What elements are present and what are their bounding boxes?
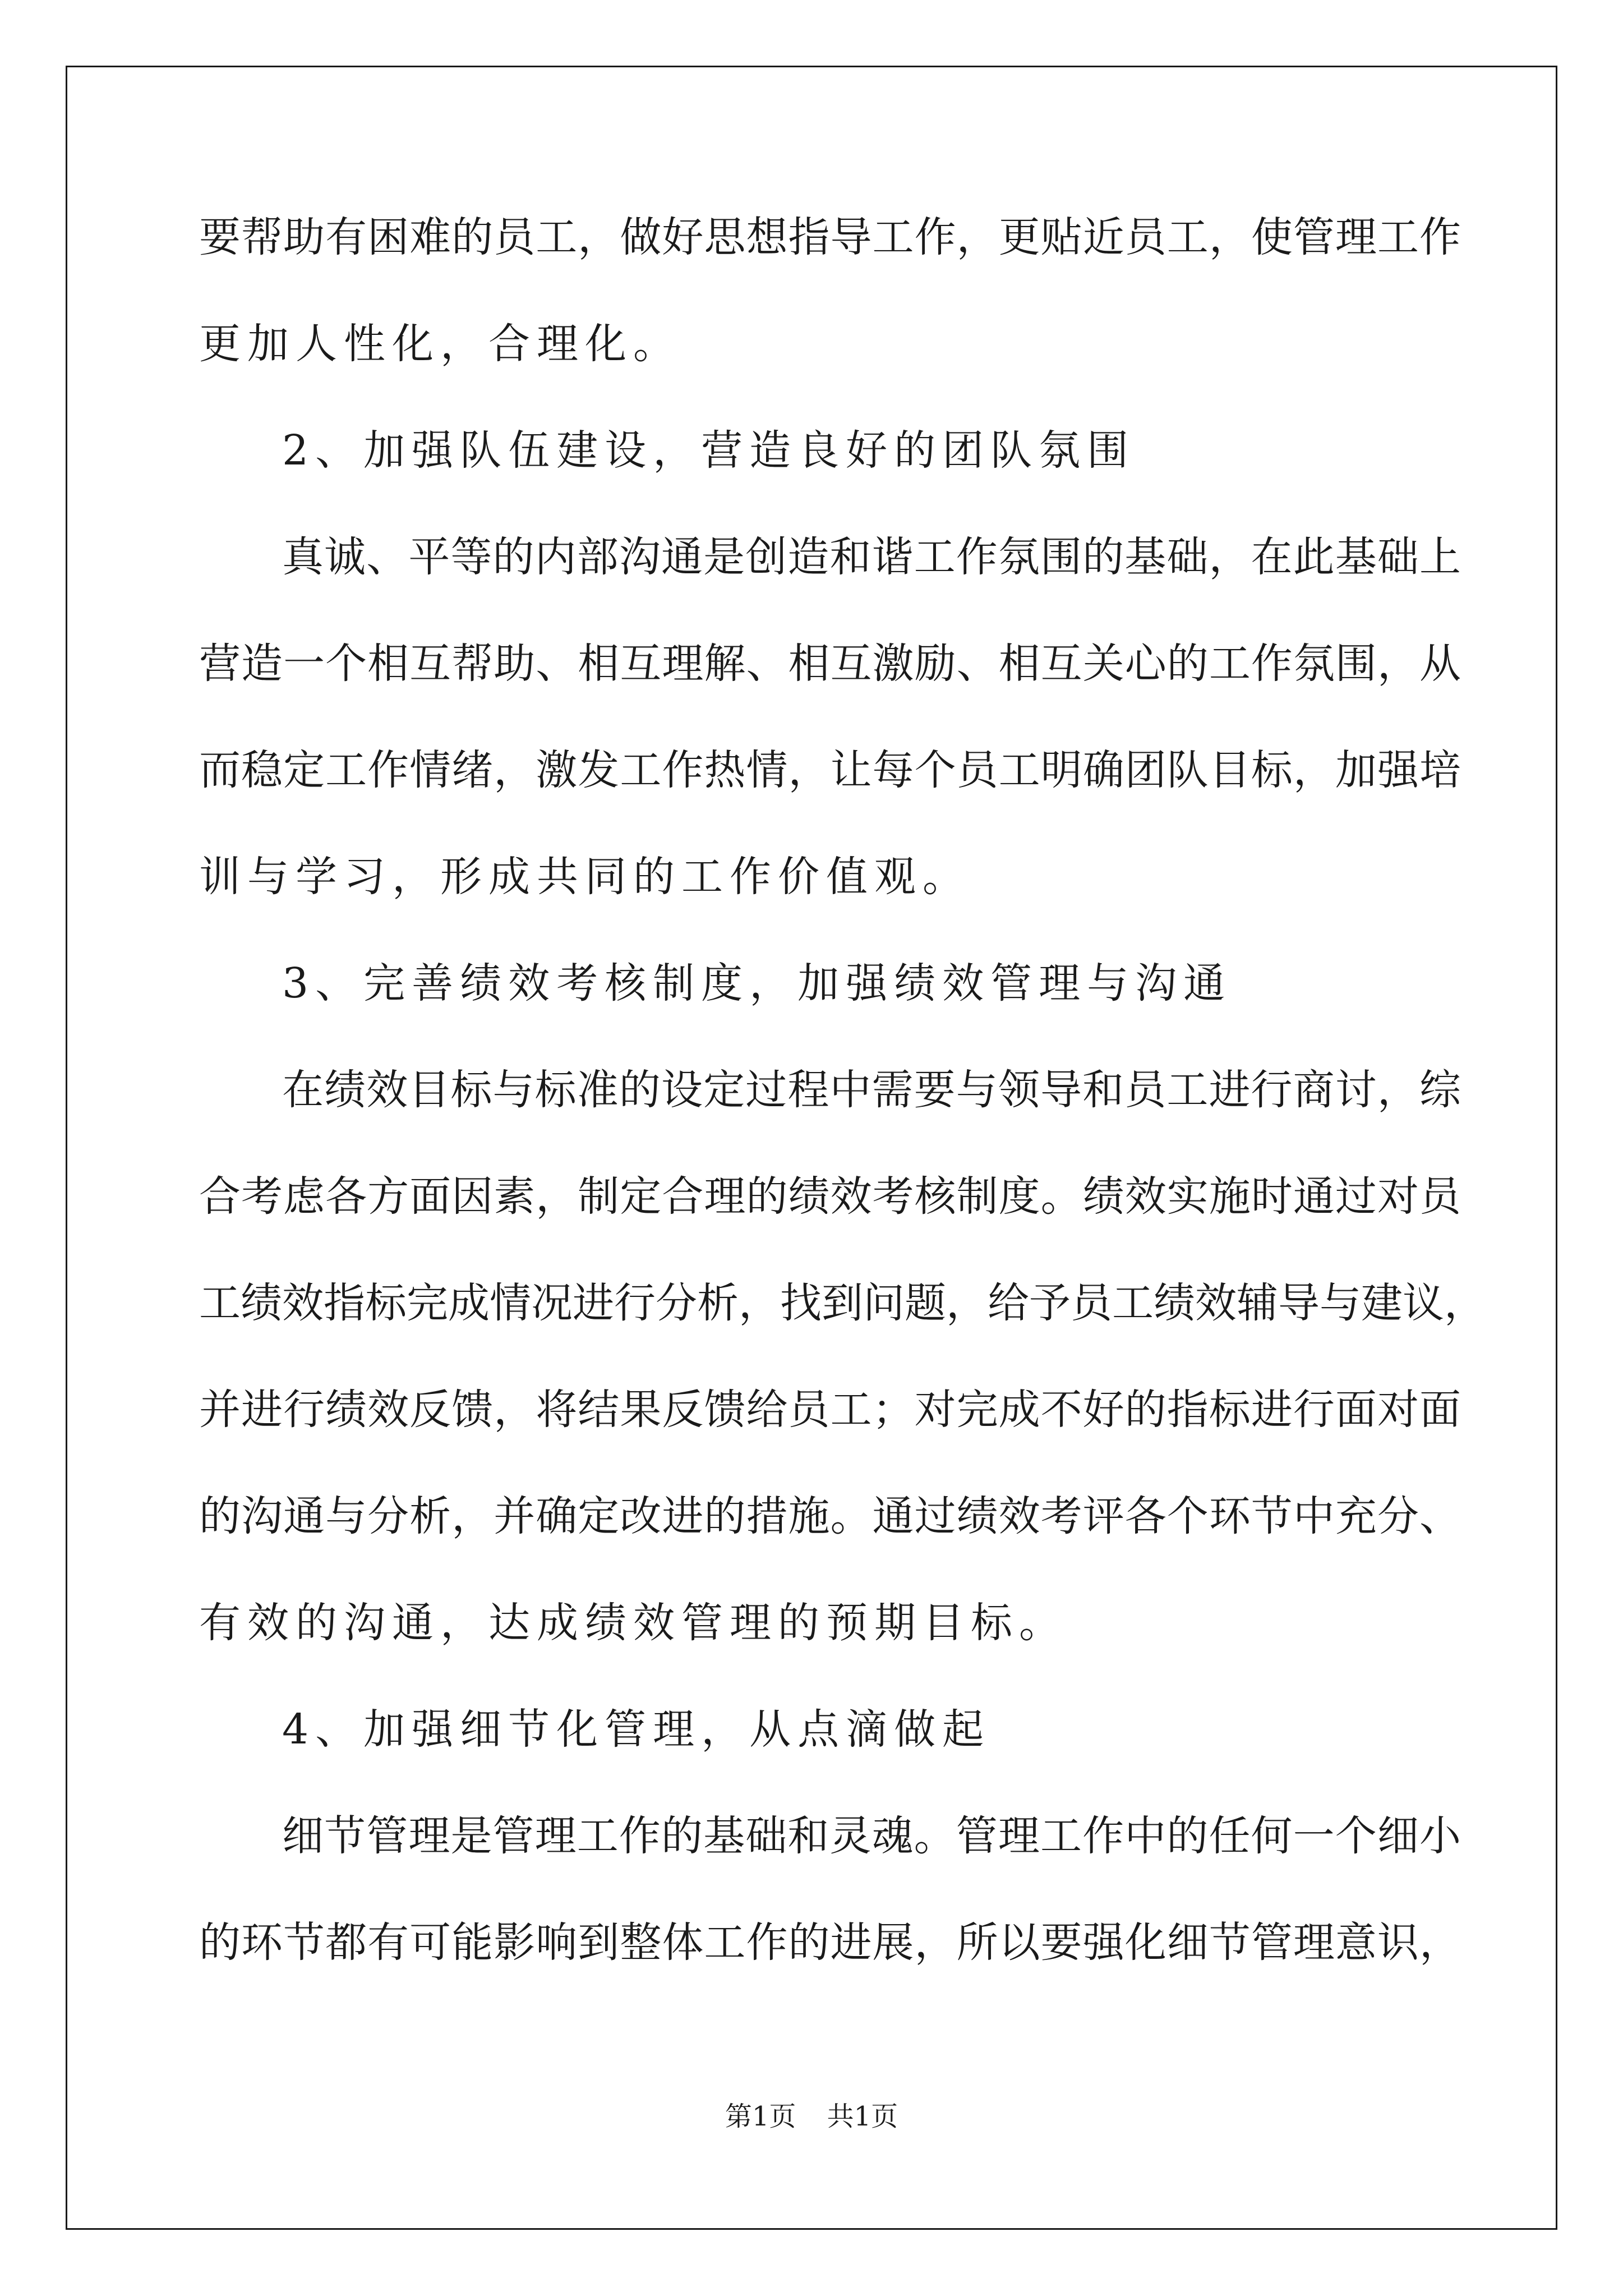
text-line: 的沟通与分析，并确定改进的措施。通过绩效考评各个环节中充分、	[199, 1492, 1461, 1540]
text-line: 2、加强队伍建设，营造良好的团队氛围	[282, 426, 1136, 475]
text-line: 细节管理是管理工作的基础和灵魂。管理工作中的任何一个细小	[282, 1812, 1461, 1860]
text-line: 训与学习，形成共同的工作价值观。	[199, 853, 971, 901]
text-line: 的环节都有可能影响到整体工作的进展，所以要强化细节管理意识，	[199, 1918, 1461, 1967]
text-line: 在绩效目标与标准的设定过程中需要与领导和员工进行商讨，综	[282, 1066, 1461, 1114]
text-line: 更加人性化，合理化。	[199, 320, 681, 368]
document-body	[199, 210, 1486, 2022]
text-line: 并进行绩效反馈，将结果反馈给员工；对完成不好的指标进行面对面	[199, 1386, 1461, 1434]
text-line: 4、加强细节化管理，从点滴做起	[282, 1705, 991, 1754]
text-line: 营造一个相互帮助、相互理解、相互激励、相互关心的工作氛围，从	[199, 639, 1461, 688]
page-number-current: 第1页	[725, 2101, 796, 2132]
text-line: 要帮助有困难的员工，做好思想指导工作，更贴近员工，使管理工作	[199, 213, 1461, 261]
text-line: 有效的沟通，达成绩效管理的预期目标。	[199, 1599, 1067, 1647]
text-line: 真诚、平等的内部沟通是创造和谐工作氛围的基础，在此基础上	[282, 533, 1461, 581]
page-number-total: 共1页	[827, 2101, 898, 2132]
page-footer	[0, 2101, 1623, 2132]
text-line: 而稳定工作情绪，激发工作热情，让每个员工明确团队目标，加强培	[199, 746, 1461, 794]
text-line: 3、完善绩效考核制度，加强绩效管理与沟通	[282, 959, 1232, 1007]
text-line: 工绩效指标完成情况进行分析，找到问题，给予员工绩效辅导与建议，	[199, 1279, 1486, 1327]
text-line: 合考虑各方面因素，制定合理的绩效考核制度。绩效实施时通过对员	[199, 1172, 1461, 1221]
